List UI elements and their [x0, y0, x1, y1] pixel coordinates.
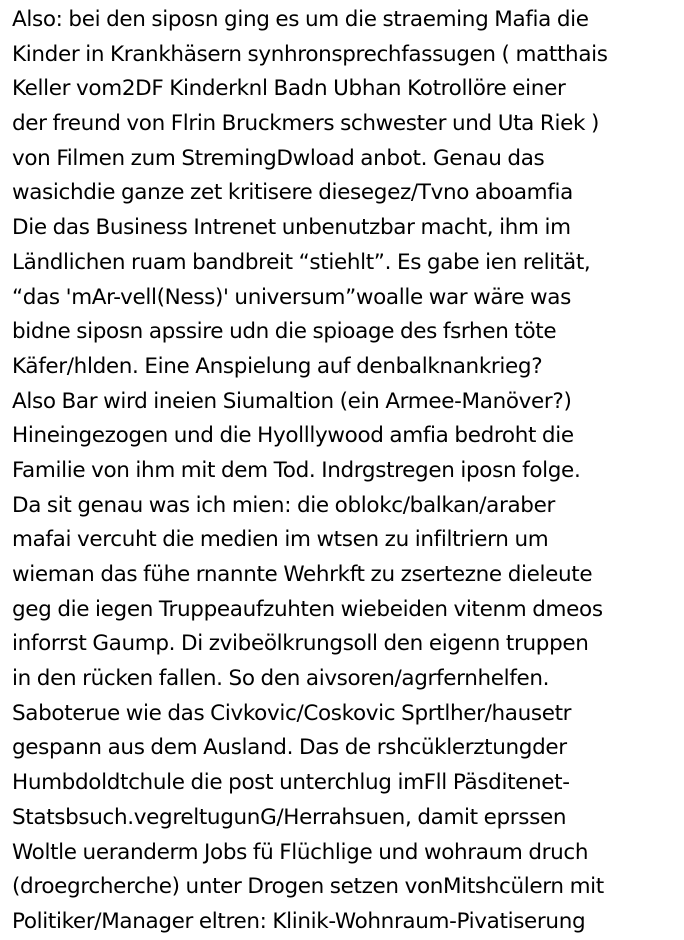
text-line: Da sit genau was ich mien: die oblokc/balkan/araber [12, 492, 555, 518]
text-line: Kinder in Krankhäsern synhronsprechfassugen ( matthais [12, 41, 608, 67]
text-line: gespann aus dem Ausland. Das de rshcüklerztungder [12, 735, 567, 761]
text-line: der freund von Flrin Bruckmers schwester und Uta Riek ) [12, 111, 599, 137]
text-line: Statsbsuch.vegreltugunG/Herrahsuen, damit eprssen [12, 804, 567, 830]
text-line: Also Bar wird ineien Siumaltion (ein Armee-Manöver?) [12, 388, 572, 414]
text-line: wieman das fühe rnannte Wehrkft zu zsertezne dieleute [12, 562, 593, 587]
text-line: geg die iegen Truppeaufzuhten wiebeiden vitenm dmeos [12, 596, 603, 622]
text-line: Hineingezogen und die Hyolllywood amfia bedroht die [12, 423, 574, 449]
text-line: Keller vom2DF Kinderknl Badn Ubhan Kotrollöre einer [12, 76, 566, 102]
text-line: (droegrcherche) unter Drogen setzen vonMitshcülern mit [12, 874, 604, 900]
text-line: bidne siposn apssire udn die spioage des fsrhen töte [12, 319, 557, 345]
text-line: Also: bei den siposn ging es um die straeming Mafia die [12, 7, 589, 32]
text-line: inforrst Gaump. Di zvibeölkrungsoll den eigenn truppen [12, 631, 589, 657]
text-line: Ländlichen ruam bandbreit “stiehlt”. Es gabe ien relität, [12, 249, 591, 275]
text-line: Familie von ihm mit dem Tod. Indrgstregen iposn folge. [12, 457, 581, 483]
text-line: wasichdie ganze zet kritisere diesegez/Tvno aboamfia [12, 180, 573, 206]
text-line: Politiker/Manager eltren: Klinik-Wohnraum-Pivatiserung [12, 908, 586, 934]
text-line: Saboterue wie das Civkovic/Coskovic Sprtlher/hausetr [12, 700, 572, 726]
text-line: Humbdoldtchule die post unterchlug imFll Päsditenet- [12, 770, 570, 796]
text-line: “das 'mAr-vell(Ness)' universum”woalle war wäre was [12, 284, 571, 310]
text-line: Woltle ueranderm Jobs fü Flüchlige und wohraum druch [12, 839, 589, 865]
text-line: von Filmen zum StremingDwload anbot. Genau das [12, 145, 545, 171]
text-line: Käfer/hlden. Eine Anspielung auf denbalknankrieg? [12, 353, 543, 379]
text-line: mafai vercuht die medien im wtsen zu infiltriern um [12, 527, 549, 553]
text-line: in den rücken fallen. So den aivsoren/agrfernhelfen. [12, 666, 550, 692]
text-line: Die das Business Intrenet unbenutzbar macht, ihm im [12, 215, 571, 241]
document-body [12, 3, 680, 940]
